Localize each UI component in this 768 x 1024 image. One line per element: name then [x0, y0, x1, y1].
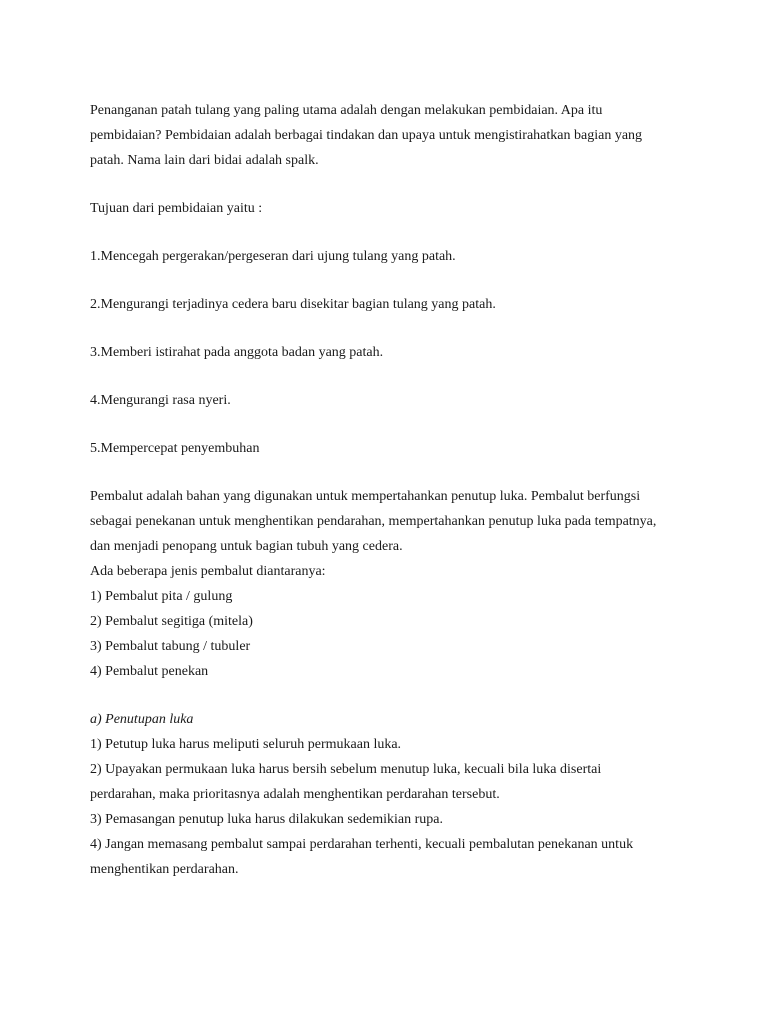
spacer: [90, 365, 690, 388]
document-body: [90, 98, 690, 882]
list-item: 2) Pembalut segitiga (mitela): [90, 614, 253, 629]
jenis-intro: Ada beberapa jenis pembalut diantaranya:: [90, 564, 326, 579]
spacer: [90, 221, 690, 244]
spacer: [90, 173, 690, 196]
tujuan-heading: Tujuan dari pembidaian yaitu :: [90, 201, 263, 216]
spacer: [90, 317, 690, 340]
paragraph-line: menghentikan perdarahan.: [90, 862, 239, 877]
list-item: 5.Mempercepat penyembuhan: [90, 441, 260, 456]
paragraph-line: sebagai penekanan untuk menghentikan pendarahan, mempertahankan penutup luka pada tempatnya,: [90, 514, 657, 529]
spacer: [90, 684, 690, 707]
spacer: [90, 461, 690, 484]
paragraph-line: Penanganan patah tulang yang paling utama adalah dengan melakukan pembidaian. Apa itu: [90, 103, 603, 118]
paragraph-line: 4) Jangan memasang pembalut sampai perdarahan terhenti, kecuali pembalutan penekanan untuk: [90, 837, 634, 852]
list-item: 4) Pembalut penekan: [90, 664, 209, 679]
list-item: 1) Pembalut pita / gulung: [90, 589, 233, 604]
list-item: 2.Mengurangi terjadinya cedera baru disekitar bagian tulang yang patah.: [90, 297, 496, 312]
paragraph-line: 3) Pemasangan penutup luka harus dilakukan sedemikian rupa.: [90, 812, 444, 827]
paragraph-line: dan menjadi penopang untuk bagian tubuh yang cedera.: [90, 539, 403, 554]
spacer: [90, 269, 690, 292]
list-item: 1.Mencegah pergerakan/pergeseran dari ujung tulang yang patah.: [90, 249, 456, 264]
paragraph-line: 1) Petutup luka harus meliputi seluruh permukaan luka.: [90, 737, 402, 752]
paragraph-line: 2) Upayakan permukaan luka harus bersih sebelum menutup luka, kecuali bila luka disertai: [90, 762, 602, 777]
list-item: 4.Mengurangi rasa nyeri.: [90, 393, 231, 408]
paragraph-line: pembidaian? Pembidaian adalah berbagai tindakan dan upaya untuk mengistirahatkan bagian yang: [90, 128, 643, 143]
section-a-title: a) Penutupan luka: [90, 712, 194, 727]
paragraph-line: perdarahan, maka prioritasnya adalah menghentikan perdarahan tersebut.: [90, 787, 500, 802]
list-item: 3.Memberi istirahat pada anggota badan yang patah.: [90, 345, 384, 360]
spacer: [90, 413, 690, 436]
list-item: 3) Pembalut tabung / tubuler: [90, 639, 251, 654]
paragraph-line: Pembalut adalah bahan yang digunakan untuk mempertahankan penutup luka. Pembalut berfungsi: [90, 489, 641, 504]
paragraph-line: patah. Nama lain dari bidai adalah spalk.: [90, 153, 319, 168]
